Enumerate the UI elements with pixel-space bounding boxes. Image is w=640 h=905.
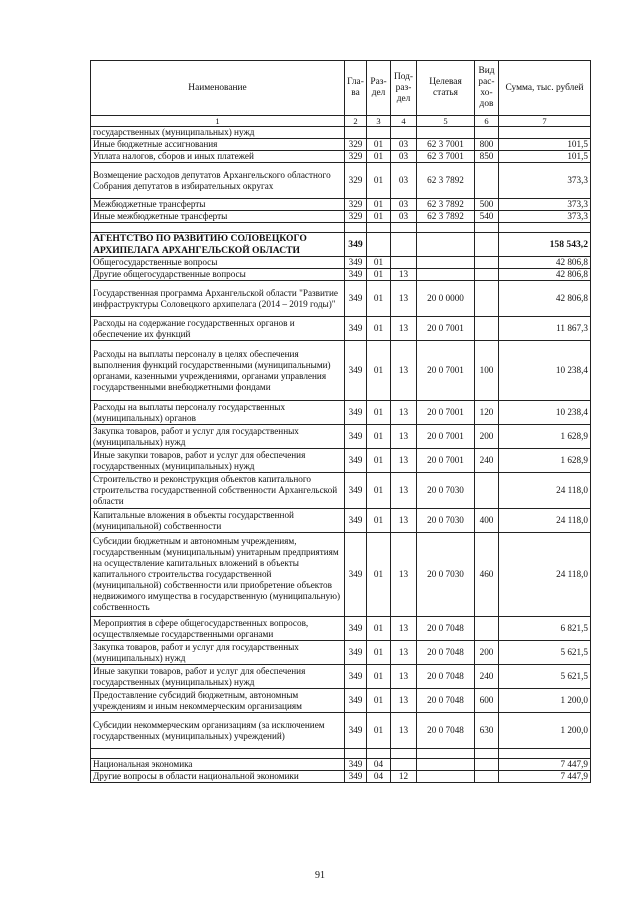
table-row: [91, 425, 591, 449]
row-razdel: 01: [367, 401, 391, 425]
column-number: 1: [91, 116, 345, 127]
row-target: 62 3 7892: [417, 163, 475, 199]
row-razdel: 01: [367, 665, 391, 689]
row-name: Мероприятия в сфере общегосударственных вопросов, осуществляемые государственными органами: [91, 617, 345, 641]
row-glava: 329: [345, 139, 367, 151]
row-name: Общегосударственные вопросы: [91, 257, 345, 269]
row-sum: 11 867,3: [499, 317, 591, 341]
row-name: Закупка товаров, работ и услуг для государственных (муниципальных) нужд: [91, 641, 345, 665]
row-name: Иные бюджетные ассигнования: [91, 139, 345, 151]
row-target: 20 0 7048: [417, 617, 475, 641]
page-number: 91: [315, 870, 325, 881]
spacer-row: [91, 223, 591, 233]
row-vid: [475, 127, 499, 139]
row-razdel: 01: [367, 641, 391, 665]
spacer-row: [91, 749, 591, 759]
row-podrazdel: [391, 127, 417, 139]
row-glava: 329: [345, 211, 367, 223]
header-podrazdel: Под-раз-дел: [391, 61, 417, 116]
row-razdel: 01: [367, 151, 391, 163]
spacer-cell: [391, 223, 417, 233]
row-target: 20 0 7001: [417, 341, 475, 401]
row-target: [417, 269, 475, 281]
row-vid: 400: [475, 509, 499, 533]
table-row: [91, 127, 591, 139]
row-glava: 329: [345, 199, 367, 211]
row-target: 20 0 7001: [417, 425, 475, 449]
row-sum: 373,3: [499, 163, 591, 199]
table-row: [91, 269, 591, 281]
row-sum: 7 447,9: [499, 759, 591, 771]
column-number: 3: [367, 116, 391, 127]
row-podrazdel: [391, 759, 417, 771]
row-name: Расходы на выплаты персоналу государственных (муниципальных) органов: [91, 401, 345, 425]
row-name: Расходы на выплаты персоналу в целях обеспечения выполнения функций государственными (муниципальными) органами, казенными учреждениями, органами управления государственными внебюджетными фондами: [91, 341, 345, 401]
row-target: [417, 127, 475, 139]
row-razdel: 01: [367, 473, 391, 509]
row-glava: 349: [345, 425, 367, 449]
table-row: [91, 401, 591, 425]
row-vid: 800: [475, 139, 499, 151]
row-name: Национальная экономика: [91, 759, 345, 771]
row-name: Капитальные вложения в объекты государственной (муниципальной) собственности: [91, 509, 345, 533]
row-sum: 1 200,0: [499, 689, 591, 713]
table-row: [91, 509, 591, 533]
row-podrazdel: 13: [391, 473, 417, 509]
row-podrazdel: 13: [391, 281, 417, 317]
table-row: [91, 771, 591, 783]
row-vid: [475, 771, 499, 783]
row-razdel: 01: [367, 257, 391, 269]
row-name: Межбюджетные трансферты: [91, 199, 345, 211]
row-podrazdel: 13: [391, 425, 417, 449]
row-razdel: 01: [367, 317, 391, 341]
row-vid: 120: [475, 401, 499, 425]
row-vid: [475, 257, 499, 269]
row-razdel: 04: [367, 771, 391, 783]
header-name: Наименование: [91, 61, 345, 116]
spacer-cell: [367, 223, 391, 233]
row-razdel: 01: [367, 139, 391, 151]
row-glava: 349: [345, 533, 367, 617]
row-glava: 329: [345, 151, 367, 163]
row-vid: 460: [475, 533, 499, 617]
spacer-cell: [345, 749, 367, 759]
row-glava: 349: [345, 771, 367, 783]
row-target: 20 0 7048: [417, 689, 475, 713]
table-row: [91, 211, 591, 223]
row-name: Уплата налогов, сборов и иных платежей: [91, 151, 345, 163]
row-razdel: 01: [367, 281, 391, 317]
row-sum: 5 621,5: [499, 641, 591, 665]
row-podrazdel: 13: [391, 509, 417, 533]
spacer-cell: [91, 223, 345, 233]
spacer-cell: [345, 223, 367, 233]
row-sum: 10 238,4: [499, 341, 591, 401]
row-sum: 373,3: [499, 199, 591, 211]
row-sum: 6 821,5: [499, 617, 591, 641]
row-vid: [475, 759, 499, 771]
row-sum: [499, 127, 591, 139]
row-target: 62 3 7001: [417, 151, 475, 163]
row-podrazdel: 13: [391, 665, 417, 689]
row-podrazdel: 13: [391, 269, 417, 281]
row-sum: 42 806,8: [499, 281, 591, 317]
row-razdel: 01: [367, 163, 391, 199]
table-row: [91, 139, 591, 151]
row-name: Возмещение расходов депутатов Архангельского областного Собрания депутатов в избирательных округах: [91, 163, 345, 199]
row-vid: 200: [475, 641, 499, 665]
row-vid: 850: [475, 151, 499, 163]
document-page: [90, 60, 590, 783]
row-sum: 101,5: [499, 151, 591, 163]
spacer-cell: [417, 749, 475, 759]
table-row: [91, 317, 591, 341]
row-podrazdel: [391, 257, 417, 269]
row-razdel: 04: [367, 759, 391, 771]
row-sum: 42 806,8: [499, 257, 591, 269]
row-vid: [475, 473, 499, 509]
row-name: Расходы на содержание государственных органов и обеспечение их функций: [91, 317, 345, 341]
table-row: [91, 533, 591, 617]
row-razdel: 01: [367, 533, 391, 617]
row-vid: [475, 269, 499, 281]
row-glava: 349: [345, 233, 367, 257]
row-sum: 24 118,0: [499, 473, 591, 509]
row-sum: 158 543,2: [499, 233, 591, 257]
row-name: Субсидии некоммерческим организациям (за исключением государственных (муниципальных) учреждений): [91, 713, 345, 749]
table-row: [91, 257, 591, 269]
row-sum: 1 200,0: [499, 713, 591, 749]
row-razdel: 01: [367, 425, 391, 449]
row-sum: 101,5: [499, 139, 591, 151]
row-razdel: 01: [367, 211, 391, 223]
row-vid: 240: [475, 449, 499, 473]
row-glava: 349: [345, 665, 367, 689]
row-target: [417, 771, 475, 783]
row-podrazdel: 03: [391, 151, 417, 163]
spacer-cell: [391, 749, 417, 759]
row-name: Иные закупки товаров, работ и услуг для обеспечения государственных (муниципальных) нужд: [91, 449, 345, 473]
row-glava: 349: [345, 689, 367, 713]
row-razdel: [367, 127, 391, 139]
row-vid: 600: [475, 689, 499, 713]
table-row: [91, 759, 591, 771]
row-razdel: 01: [367, 341, 391, 401]
row-podrazdel: 13: [391, 341, 417, 401]
row-vid: 540: [475, 211, 499, 223]
row-podrazdel: 13: [391, 713, 417, 749]
row-sum: 1 628,9: [499, 449, 591, 473]
row-podrazdel: 13: [391, 617, 417, 641]
row-vid: 100: [475, 341, 499, 401]
row-target: 20 0 7030: [417, 473, 475, 509]
column-number: 5: [417, 116, 475, 127]
row-glava: 329: [345, 163, 367, 199]
row-target: 62 3 7892: [417, 199, 475, 211]
row-glava: 349: [345, 713, 367, 749]
row-name: Субсидии бюджетным и автономным учреждениям, государственным (муниципальным) унитарным предприятиям на осуществление капитальных вложений в объекты капитального строительства государственной (муниципальной) собственности или приобретение объектов недвижимого имущества в государственную (муниципальную) собственность: [91, 533, 345, 617]
spacer-cell: [499, 749, 591, 759]
table-header-row: [91, 61, 591, 116]
row-name: Иные межбюджетные трансферты: [91, 211, 345, 223]
row-name: АГЕНТСТВО ПО РАЗВИТИЮ СОЛОВЕЦКОГО АРХИПЕЛАГА АРХАНГЕЛЬСКОЙ ОБЛАСТИ: [91, 233, 345, 257]
row-vid: 500: [475, 199, 499, 211]
table-row: [91, 665, 591, 689]
row-razdel: 01: [367, 449, 391, 473]
row-vid: 200: [475, 425, 499, 449]
row-target: [417, 257, 475, 269]
row-podrazdel: 03: [391, 139, 417, 151]
row-sum: 373,3: [499, 211, 591, 223]
row-name: Другие вопросы в области национальной экономики: [91, 771, 345, 783]
table-row: [91, 233, 591, 257]
row-sum: 7 447,9: [499, 771, 591, 783]
row-name: государственных (муниципальных) нужд: [91, 127, 345, 139]
row-target: 20 0 0000: [417, 281, 475, 317]
header-target: Целевая статья: [417, 61, 475, 116]
table-row: [91, 617, 591, 641]
row-target: 62 3 7892: [417, 211, 475, 223]
column-number: 2: [345, 116, 367, 127]
row-podrazdel: 12: [391, 771, 417, 783]
row-glava: 349: [345, 617, 367, 641]
row-target: 20 0 7001: [417, 317, 475, 341]
row-podrazdel: 03: [391, 211, 417, 223]
row-target: 20 0 7030: [417, 509, 475, 533]
row-target: [417, 233, 475, 257]
row-vid: 240: [475, 665, 499, 689]
row-glava: 349: [345, 641, 367, 665]
row-podrazdel: [391, 233, 417, 257]
row-name: Другие общегосударственные вопросы: [91, 269, 345, 281]
table-row: [91, 199, 591, 211]
column-number: 7: [499, 116, 591, 127]
row-target: 20 0 7048: [417, 641, 475, 665]
table-row: [91, 151, 591, 163]
table-row: [91, 449, 591, 473]
row-razdel: 01: [367, 269, 391, 281]
row-target: 20 0 7001: [417, 449, 475, 473]
row-target: 62 3 7001: [417, 139, 475, 151]
row-name: Строительство и реконструкция объектов капитального строительства государственной собственности Архангельской области: [91, 473, 345, 509]
row-podrazdel: 13: [391, 533, 417, 617]
header-glava: Гла-ва: [345, 61, 367, 116]
row-podrazdel: 13: [391, 449, 417, 473]
row-glava: 349: [345, 257, 367, 269]
row-sum: 24 118,0: [499, 509, 591, 533]
row-vid: [475, 617, 499, 641]
budget-table: [90, 60, 591, 783]
row-vid: [475, 233, 499, 257]
row-sum: 10 238,4: [499, 401, 591, 425]
row-target: 20 0 7048: [417, 713, 475, 749]
row-glava: [345, 127, 367, 139]
row-vid: [475, 281, 499, 317]
row-podrazdel: 13: [391, 317, 417, 341]
row-sum: 42 806,8: [499, 269, 591, 281]
table-body: [91, 127, 591, 783]
row-target: 20 0 7030: [417, 533, 475, 617]
row-sum: 1 628,9: [499, 425, 591, 449]
row-razdel: 01: [367, 509, 391, 533]
spacer-cell: [475, 749, 499, 759]
table-row: [91, 163, 591, 199]
header-sum: Сумма, тыс. рублей: [499, 61, 591, 116]
spacer-cell: [499, 223, 591, 233]
row-podrazdel: 13: [391, 689, 417, 713]
row-podrazdel: 13: [391, 641, 417, 665]
row-razdel: 01: [367, 689, 391, 713]
row-glava: 349: [345, 341, 367, 401]
table-row: [91, 713, 591, 749]
row-vid: 630: [475, 713, 499, 749]
row-podrazdel: 03: [391, 199, 417, 211]
column-number: 4: [391, 116, 417, 127]
column-number-row: [91, 116, 591, 127]
row-glava: 349: [345, 509, 367, 533]
row-glava: 349: [345, 401, 367, 425]
header-vid: Вид рас-хо-дов: [475, 61, 499, 116]
row-name: Государственная программа Архангельской области "Развитие инфраструктуры Соловецкого архипелага (2014 – 2019 годы)": [91, 281, 345, 317]
row-vid: [475, 163, 499, 199]
row-podrazdel: 13: [391, 401, 417, 425]
table-row: [91, 281, 591, 317]
row-glava: 349: [345, 759, 367, 771]
spacer-cell: [367, 749, 391, 759]
row-razdel: [367, 233, 391, 257]
row-glava: 349: [345, 317, 367, 341]
row-razdel: 01: [367, 713, 391, 749]
header-razdel: Раз-дел: [367, 61, 391, 116]
row-razdel: 01: [367, 199, 391, 211]
row-glava: 349: [345, 449, 367, 473]
table-row: [91, 473, 591, 509]
table-row: [91, 689, 591, 713]
spacer-cell: [91, 749, 345, 759]
row-name: Закупка товаров, работ и услуг для государственных (муниципальных) нужд: [91, 425, 345, 449]
table-row: [91, 341, 591, 401]
row-podrazdel: 03: [391, 163, 417, 199]
row-name: Предоставление субсидий бюджетным, автономным учреждениям и иным некоммерческим организациям: [91, 689, 345, 713]
row-name: Иные закупки товаров, работ и услуг для обеспечения государственных (муниципальных) нужд: [91, 665, 345, 689]
row-target: [417, 759, 475, 771]
row-glava: 349: [345, 281, 367, 317]
row-sum: 24 118,0: [499, 533, 591, 617]
row-glava: 349: [345, 269, 367, 281]
row-target: 20 0 7048: [417, 665, 475, 689]
row-razdel: 01: [367, 617, 391, 641]
spacer-cell: [475, 223, 499, 233]
column-number: 6: [475, 116, 499, 127]
table-row: [91, 641, 591, 665]
row-target: 20 0 7001: [417, 401, 475, 425]
row-vid: [475, 317, 499, 341]
spacer-cell: [417, 223, 475, 233]
row-sum: 5 621,5: [499, 665, 591, 689]
row-glava: 349: [345, 473, 367, 509]
